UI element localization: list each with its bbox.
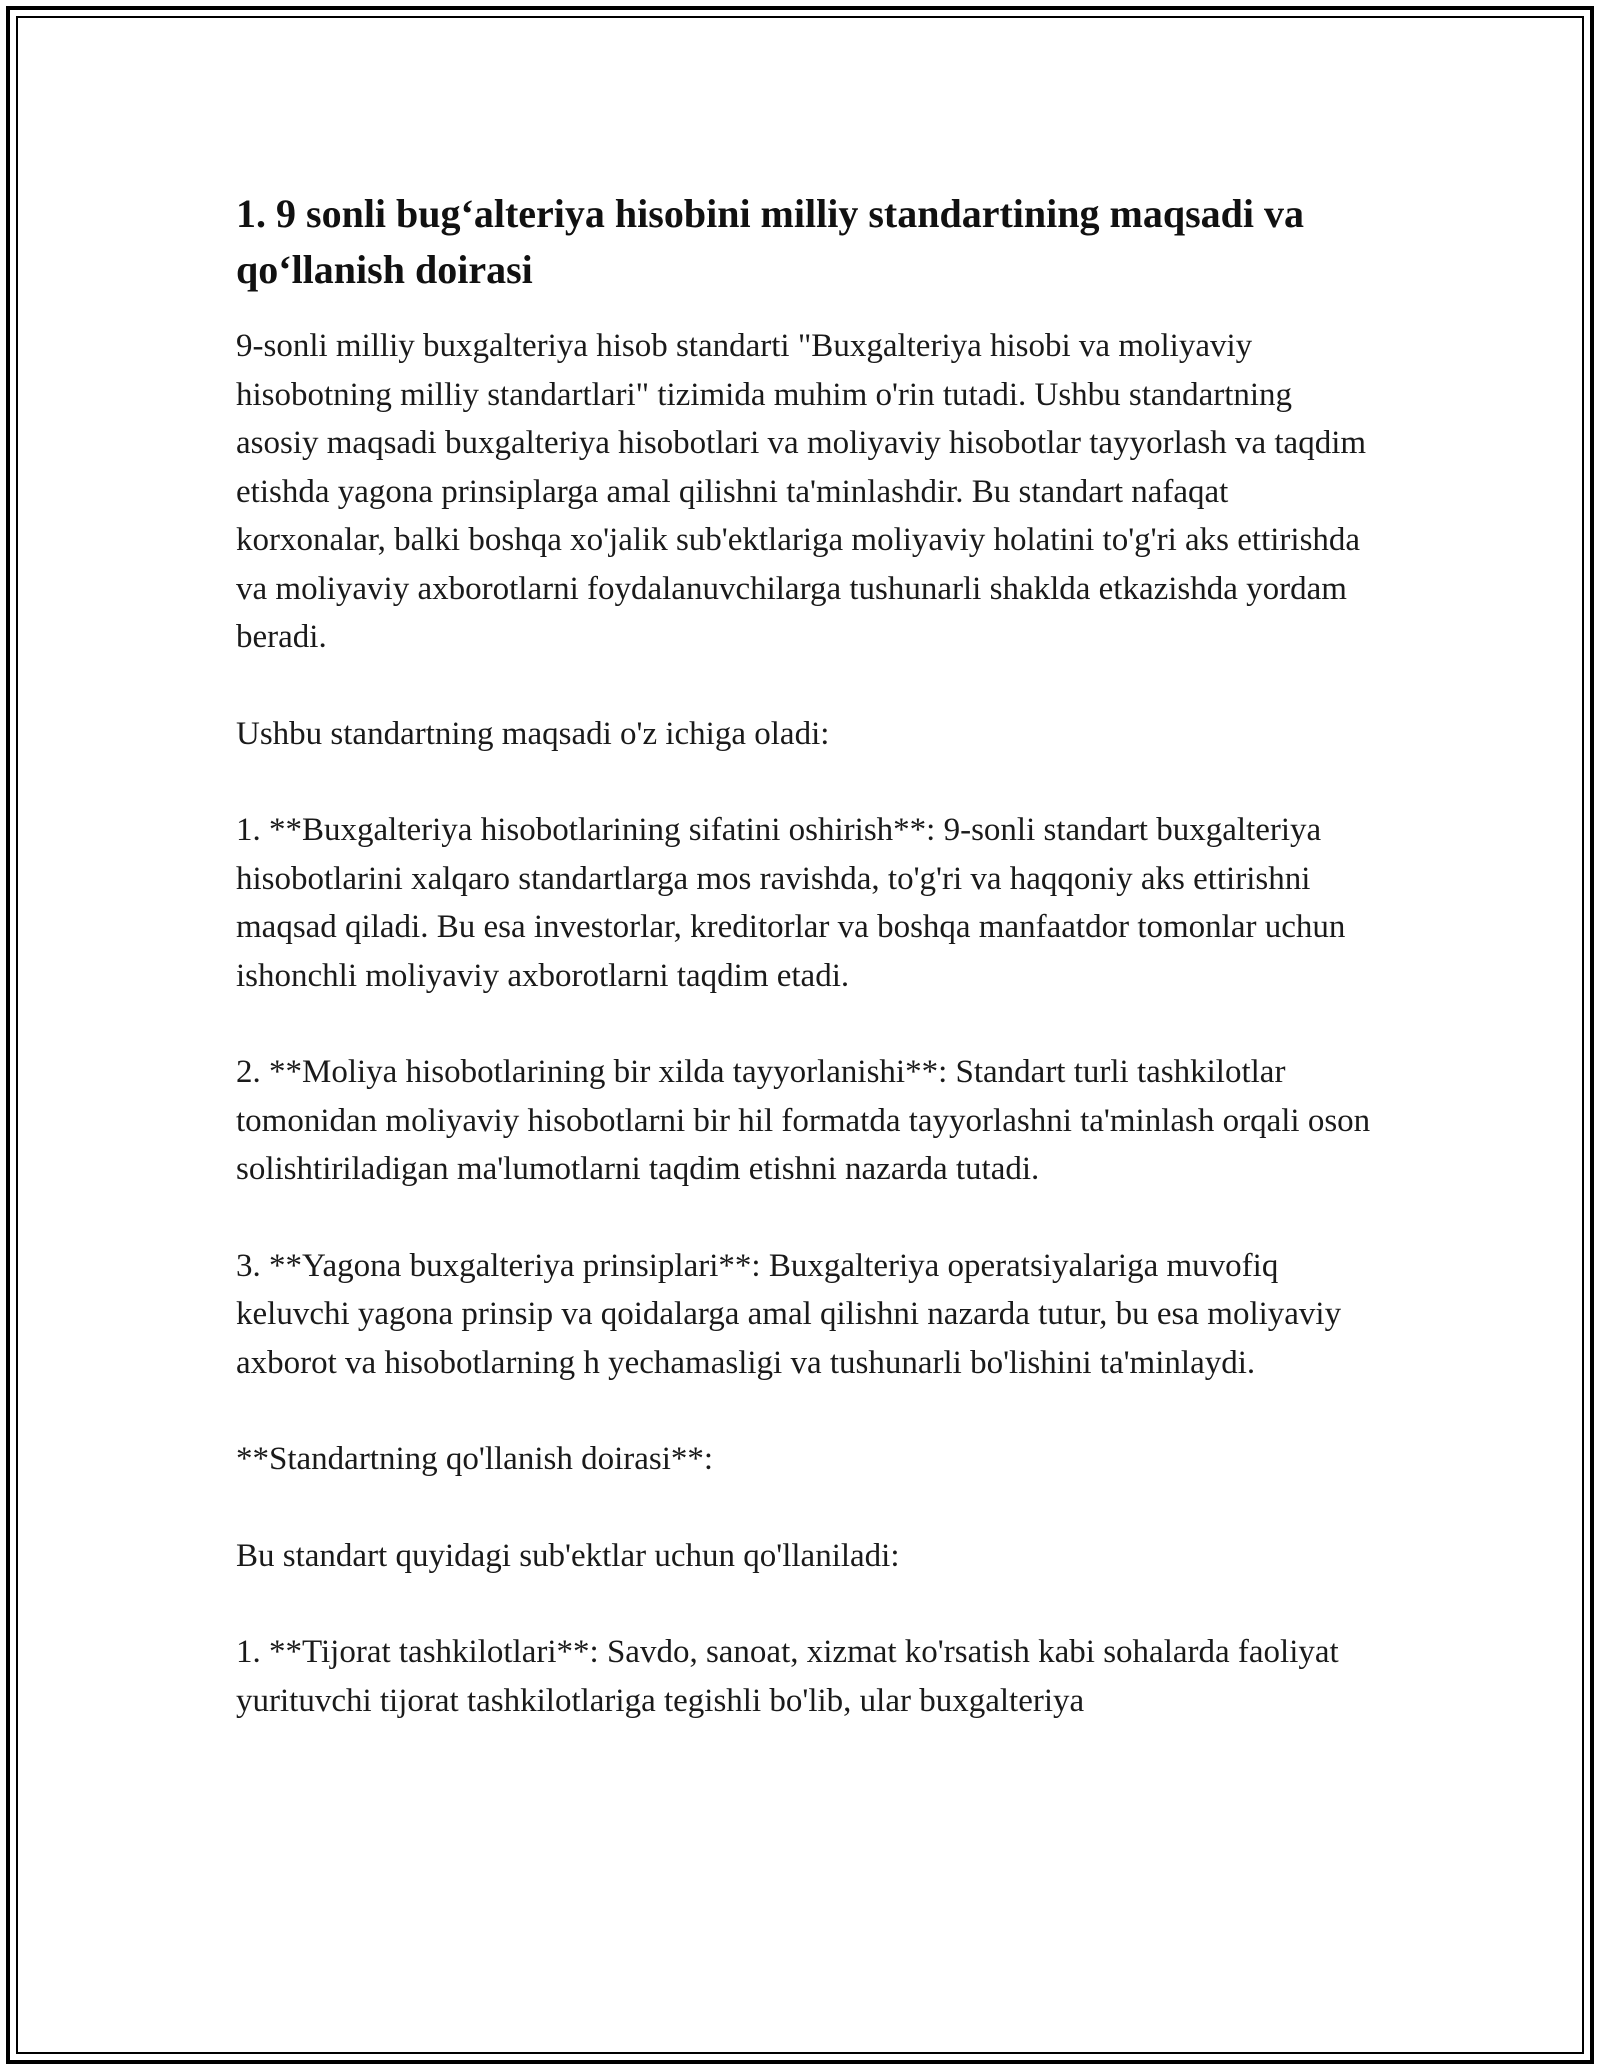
goal-item-1: 1. **Buxgalteriya hisobotlarining sifatini oshirish**: 9-sonli standart buxgalteriya hisobotlarini xalqaro standartlarga mos ravishda, to'g'ri va haqqoniy aks ettirishni maqsad qiladi. Bu esa investorlar, kreditorlar va boshqa manfaatdor tomonlar uchun ishonchli moliyaviy axborotlarni taqdim etadi. [236, 812, 1346, 994]
scope-heading: **Standartning qo'llanish doirasi**: [236, 1441, 714, 1477]
document-body [236, 186, 1376, 1773]
goals-intro: Ushbu standartning maqsadi o'z ichiga oladi: [236, 715, 830, 752]
intro-paragraph: 9-sonli milliy buxgalteriya hisob standarti "Buxgalteriya hisobi va moliyaviy hisobotning milliy standartlari" tizimida muhim o'rin tutadi. Ushbu standartning asosiy maqsadi buxgalteriya hisobotlari va moliyaviy hisobotlar tayyorlash va taqdim etishda yagona prinsiplarga amal qilishni ta'minlashdir. Bu standart nafaqat korxonalar, balki boshqa xo'jalik sub'ektlariga moliyaviy holatini to'g'ri aks ettirishda va moliyaviy axborotlarni foydalanuvchilarga tushunarli shaklda etkazishda yordam beradi. [236, 328, 1367, 655]
scope-intro: Bu standart quyidagi sub'ektlar uchun qo'llaniladi: [236, 1537, 900, 1574]
scope-item-1: 1. **Tijorat tashkilotlari**: Savdo, sanoat, xizmat ko'rsatish kabi sohalarda faoliyat yurituvchi tijorat tashkilotlariga tegishli bo'lib, ular buxgalteriya [236, 1634, 1339, 1719]
goal-item-2: 2. **Moliya hisobotlarining bir xilda tayyorlanishi**: Standart turli tashkilotlar tomonidan moliyaviy hisobotlarni bir hil formatda tayyorlashni ta'minlash orqali oson solishtiriladigan ma'lumotlarni taqdim etishni nazarda tutadi. [236, 1054, 1371, 1187]
goal-item-3: 3. **Yagona buxgalteriya prinsiplari**: Buxgalteriya operatsiyalariga muvofiq keluvchi yagona prinsip va qoidalarga amal qilishni nazarda tutur, bu esa moliyaviy axborot va hisobotlarning h yechamasligi va tushunarli bo'lishini ta'minlaydi. [236, 1247, 1342, 1381]
document-title: 1. 9 sonli bug‘alteriya hisobini milliy standartining maqsadi va qo‘llanish doirasi [236, 191, 1304, 292]
